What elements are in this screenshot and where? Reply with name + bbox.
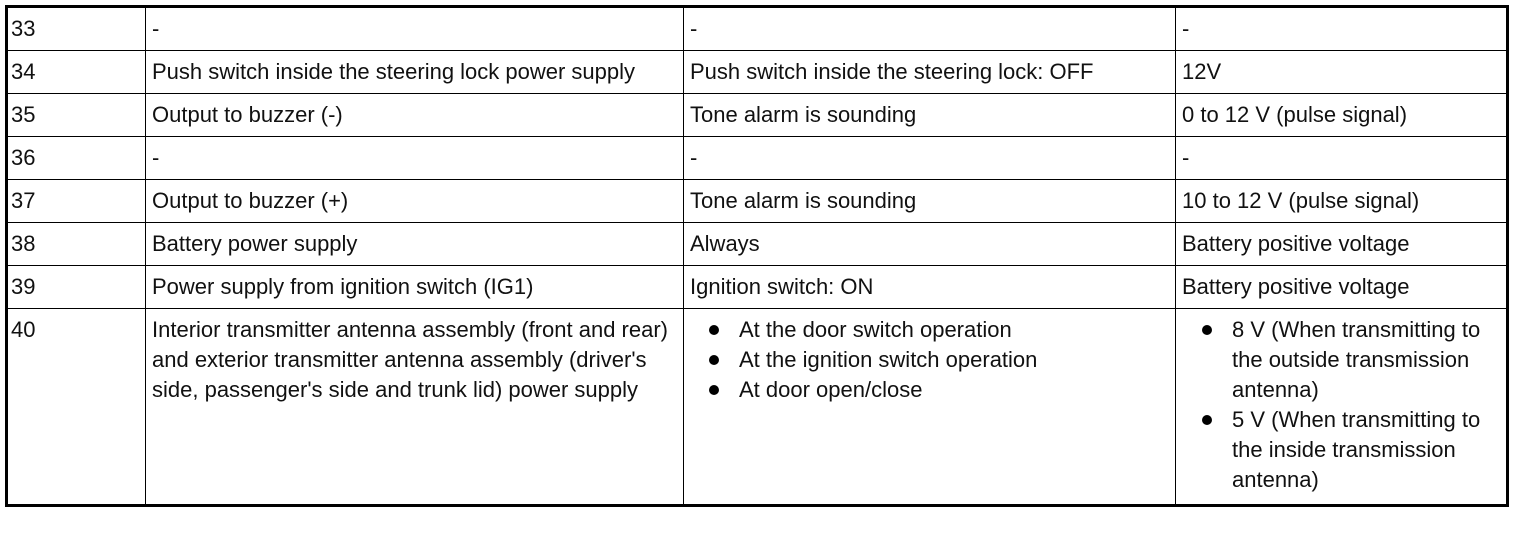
condition-cell: Tone alarm is sounding xyxy=(684,94,1176,137)
terminal-number-cell: 36 xyxy=(7,137,146,180)
terminal-number-cell: 40 xyxy=(7,309,146,506)
condition-cell: Tone alarm is sounding xyxy=(684,180,1176,223)
terminal-number-cell: 35 xyxy=(7,94,146,137)
description-cell: Battery power supply xyxy=(146,223,684,266)
terminal-number-cell: 39 xyxy=(7,266,146,309)
voltage-cell: - xyxy=(1176,7,1508,51)
condition-cell xyxy=(684,309,1176,506)
table-row xyxy=(7,137,1508,180)
condition-bullet-item: At the door switch operation xyxy=(690,315,1169,345)
voltage-cell: Battery positive voltage xyxy=(1176,223,1508,266)
condition-bullet-item: At the ignition switch operation xyxy=(690,345,1169,375)
condition-cell: Ignition switch: ON xyxy=(684,266,1176,309)
condition-bullet-list xyxy=(690,315,1169,405)
table-row xyxy=(7,266,1508,309)
table-row xyxy=(7,223,1508,266)
condition-cell: Push switch inside the steering lock: OFF xyxy=(684,51,1176,94)
table-body xyxy=(7,7,1508,506)
table-row xyxy=(7,94,1508,137)
terminal-number-cell: 34 xyxy=(7,51,146,94)
description-cell: Power supply from ignition switch (IG1) xyxy=(146,266,684,309)
terminal-number-cell: 38 xyxy=(7,223,146,266)
voltage-cell: Battery positive voltage xyxy=(1176,266,1508,309)
table-row xyxy=(7,51,1508,94)
voltage-cell: 10 to 12 V (pulse signal) xyxy=(1176,180,1508,223)
condition-cell: - xyxy=(684,137,1176,180)
voltage-cell: 0 to 12 V (pulse signal) xyxy=(1176,94,1508,137)
voltage-bullet-item: 8 V (When transmitting to the outside transmission antenna) xyxy=(1182,315,1500,405)
voltage-cell: - xyxy=(1176,137,1508,180)
description-cell: Interior transmitter antenna assembly (front and rear) and exterior transmitter antenna assembly (driver's side, passenger's side and trunk lid) power supply xyxy=(146,309,684,506)
terminal-spec-table xyxy=(5,5,1509,507)
table-row xyxy=(7,7,1508,51)
description-cell: - xyxy=(146,7,684,51)
voltage-bullet-item: 5 V (When transmitting to the inside transmission antenna) xyxy=(1182,405,1500,495)
description-cell: Push switch inside the steering lock power supply xyxy=(146,51,684,94)
terminal-number-cell: 33 xyxy=(7,7,146,51)
terminal-number-cell: 37 xyxy=(7,180,146,223)
condition-cell: - xyxy=(684,7,1176,51)
voltage-cell: 12V xyxy=(1176,51,1508,94)
voltage-cell xyxy=(1176,309,1508,506)
table-row xyxy=(7,180,1508,223)
voltage-bullet-list xyxy=(1182,315,1500,495)
table-row xyxy=(7,309,1508,506)
description-cell: Output to buzzer (-) xyxy=(146,94,684,137)
condition-bullet-item: At door open/close xyxy=(690,375,1169,405)
description-cell: Output to buzzer (+) xyxy=(146,180,684,223)
condition-cell: Always xyxy=(684,223,1176,266)
description-cell: - xyxy=(146,137,684,180)
